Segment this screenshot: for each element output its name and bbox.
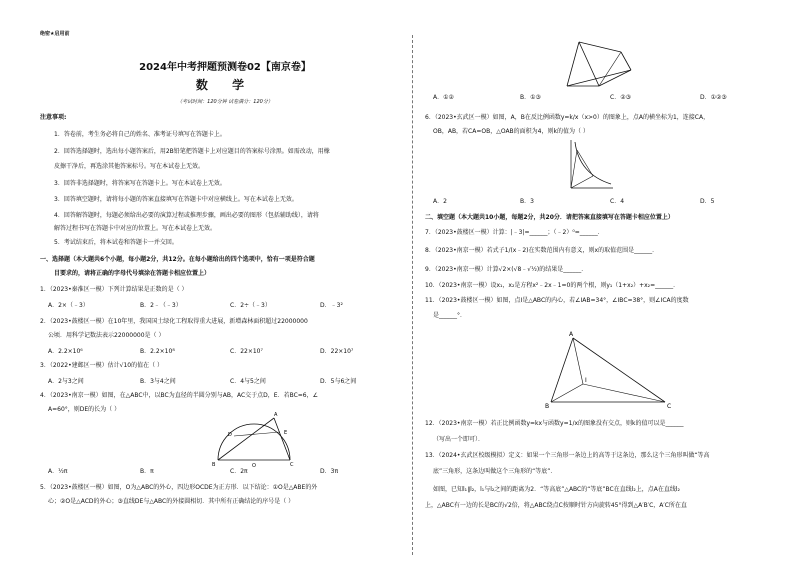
q11-label-c: C: [667, 403, 672, 410]
right-column: [425, 0, 794, 562]
q11-stem: 11．（2023•鼓楼区一模）如图，点I是△ABC的内心，若∠IAB=34°，∠IBC=38°，则∠ICA的度数: [425, 297, 689, 304]
exam-title: 2024年中考押题预测卷02【南京卷】: [139, 62, 311, 73]
q11-stem-cont: 是______°．: [433, 312, 467, 319]
q4-option-b: B．π: [140, 468, 154, 475]
q12-stem: 12．（2023•南京一模）若正比例函数y=kx与函数y=1/x的图象没有交点，则k的值可以是______: [425, 420, 684, 427]
q4-option-a: A．½π: [48, 468, 68, 475]
q2-option-b: B．2.2×10⁸: [140, 348, 175, 355]
q3-stem: 3．（2022•建邺区一模）估计√10的值在（ ）: [40, 362, 163, 369]
q4-label-o: O: [252, 463, 256, 469]
q6-option-d: D．5: [700, 198, 715, 205]
q1-option-b: B．2﹣（﹣3）: [140, 302, 182, 309]
q1-option-d: D．﹣3²: [320, 302, 343, 309]
q13-stem-cont3: 上，△ABC有一边的长是BC的√2倍，将△ABC绕点C按顺时针方向旋转45°得到△A′B′C，A′C所在直: [425, 502, 687, 509]
q2-stem: 2．（2023•鼓楼区一模）在10年里，我国国土绿化工程取得重大进展，新增森林面积超过22000000: [40, 318, 308, 325]
note-item: 3．回答非选择题时，将答案写在答题卡上。写在本试卷上无效。: [54, 180, 226, 187]
q12-stem-cont: （写出一个即可）．: [433, 436, 485, 443]
q9-stem: 9．（2023•南京一模）计算√2×(√8﹣√½)的结果是______．: [425, 266, 588, 273]
q4-option-c: C．2π: [230, 468, 248, 475]
q13-stem-cont2: 如图，已知l₁∥l₂，l₁与l₂之间的距离为2．“等高底”△ABC的“等底”BC在直线l₂上，点A在直线l₂: [433, 486, 680, 493]
q11-label-a: A: [569, 331, 574, 338]
note-item: 皮擦干净后，再选涂其他答案标号。写在本试卷上无效。: [54, 163, 205, 170]
q4-label-c: C: [290, 462, 294, 468]
section1-heading: 一、选择题（本大题共6个小题，每小题2分，共12分。在每小题给出的四个选项中，恰有一项是符合题: [40, 256, 315, 263]
q4-label-d: D: [228, 432, 232, 438]
q13-stem-cont: 底”三角形，这条边叫做这个三角形的“等底”．: [433, 468, 557, 475]
subject-title: 数 学: [195, 78, 255, 92]
q4-stem-cont: A=60°，则DE的长为（ ）: [48, 406, 121, 413]
q3-option-a: A．2与3之间: [48, 378, 84, 385]
q3-option-c: C．4与5之间: [230, 378, 266, 385]
q4-stem: 4．（2023•南京一模）如图，在△ABC中，以BC为直径的半圆分别与AB，AC交于点D，E．若BC=6，∠: [40, 392, 318, 399]
q6-stem-cont: OB，AB，若CA=OB，△OAB的面积为4，则k的值为（ ）: [433, 128, 589, 135]
q10-stem: 10．（2023•南京一模）设x₁，x₂是方程x²﹣2x﹣1=0的两个根，则y₁（1+x₂）+x₂=______．: [425, 282, 680, 289]
q4-label-a: A: [274, 412, 278, 418]
q4-figure: [200, 412, 300, 468]
note-item: 5．考试结束后，将本试卷和答题卡一并交回。: [54, 239, 178, 246]
q4-label-b: B: [212, 462, 216, 468]
q6-figure: [567, 138, 617, 192]
q4-label-e: E: [284, 430, 288, 436]
notes-heading: 注意事项:: [40, 114, 67, 121]
q2-option-a: A．2.2×10⁶: [48, 348, 83, 355]
column-divider: [412, 35, 413, 555]
q5-option-d: D．①②③: [700, 94, 727, 101]
note-item: 3．回答填空题时，请将每小题的答案直接填写在答题卡中对应横线上。写在本试卷上无效。: [54, 196, 298, 203]
section1-heading-cont: 目要求的，请将正确的字母代号填涂在答题卡相应位置上）: [54, 270, 211, 277]
q2-option-d: D．22×10⁷: [320, 348, 354, 355]
q11-figure: [545, 332, 675, 408]
q11-label-b: B: [545, 403, 550, 410]
q11-label-i: I: [585, 377, 587, 384]
section2-heading: 二、填空题（本大题共10小题，每题2分，共20分．请把答案直接填写在答题卡相应位置上）: [425, 214, 674, 221]
q1-option-a: A．2×（﹣3）: [48, 302, 89, 309]
note-item: 1．答卷前，考生务必将自己的姓名、准考证号填写在答题卡上。: [54, 131, 226, 138]
q1-stem: 1．（2023•秦淮区一模）下列计算结果是正数的是（ ）: [40, 286, 188, 293]
q5-option-a: A．①②: [433, 94, 454, 101]
note-item: 2．回答选择题时，选出每小题答案后，用2B铅笔把答题卡上对应题目的答案标号涂黑。如需改动，用橡: [54, 148, 330, 155]
q6-stem: 6．（2023•玄武区一模）如图，A，B在反比例函数y=k/x（x>0）的图象上，点A的横坐标为1，连接CA，: [425, 114, 710, 121]
secret-label: 绝密★启用前: [40, 31, 70, 37]
q13-stem: 13．（2024•玄武区校级模拟）定义：如果一个三角形一条边上的高等于这条边，那么这个三角形叫做“等高: [425, 452, 710, 459]
q7-stem: 7．（2023•鼓楼区一模）计算：|﹣3|=______；（﹣2）⁰=______．: [425, 229, 604, 236]
q6-option-c: C．4: [610, 198, 625, 205]
q5-stem: 5．（2023•鼓楼区一模）如图，O为△ABC的外心，四边形OCDE为正方形．以下结论：①O是△ABE的外: [40, 484, 318, 491]
exam-meta: （考试时间：120分钟 试卷满分：120分）: [177, 99, 273, 105]
q6-option-b: B．3: [520, 198, 534, 205]
left-column: [40, 0, 410, 562]
note-item: 4．回答解答题时，每题必须给出必要的演算过程或推理步骤，画出必要的图形（包括辅助线），请将: [54, 212, 319, 219]
q5-figure: [565, 40, 645, 90]
note-item: 解答过程书写在答题卡中对应的位置上。写在本试卷上无效。: [54, 225, 217, 232]
q1-option-c: C．2÷（﹣3）: [230, 302, 271, 309]
q4-option-d: D．3π: [320, 468, 339, 475]
q2-option-c: C．22×10⁷: [230, 348, 263, 355]
q8-stem: 8．（2023•南京一模）若式子1/(x﹣2)在实数范围内有意义，则x的取值范围是______．: [425, 247, 659, 254]
q3-option-d: D．5与6之间: [320, 378, 357, 385]
q5-option-b: B．①③: [520, 94, 541, 101]
q5-stem-cont: 心；②O是△ACD的外心；③直线DE与△ABC的外接圆相切．其中所有正确结论的序号是（ ）: [48, 498, 295, 505]
q3-option-b: B．3与4之间: [140, 378, 176, 385]
q5-option-c: C．②③: [610, 94, 631, 101]
q6-option-a: A．2: [433, 198, 447, 205]
q2-stem-cont: 公顷．用科学记数法表示22000000是（ ）: [48, 332, 165, 339]
